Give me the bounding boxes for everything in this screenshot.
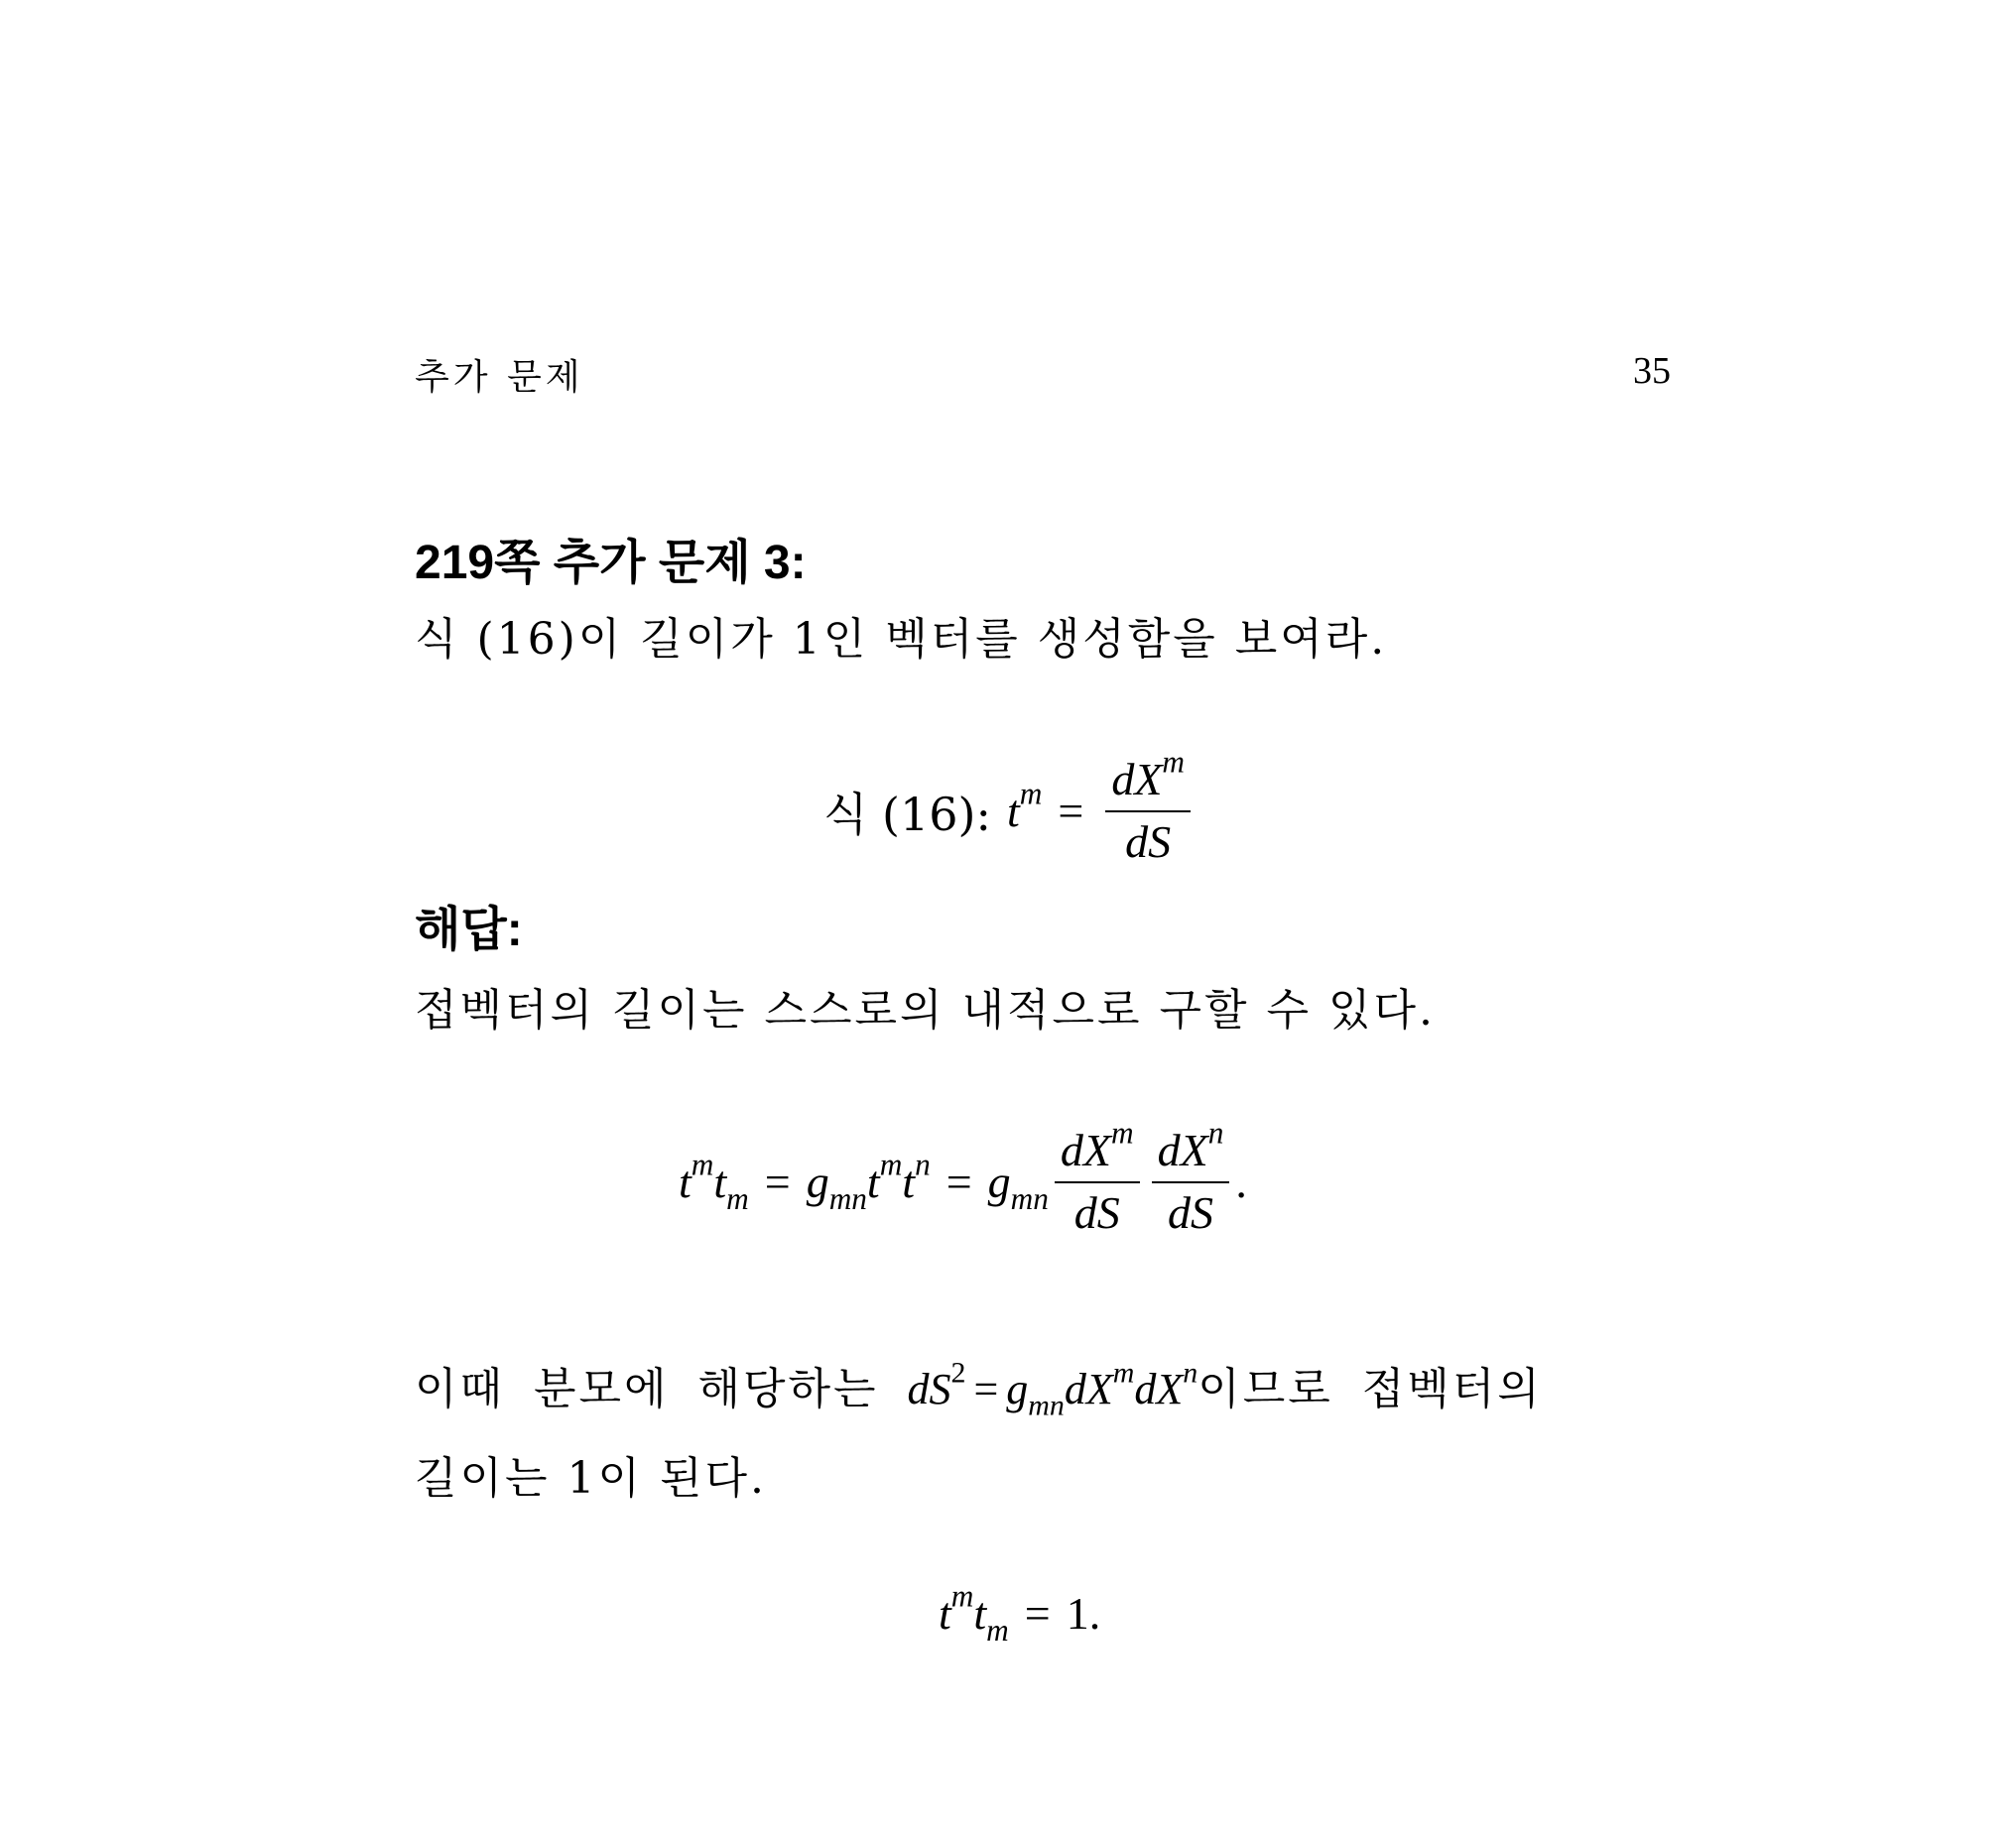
equals-sign: =: [1058, 786, 1084, 837]
problem-statement: 식 (16)이 길이가 1인 벡터를 생성함을 보여라.: [415, 614, 1388, 665]
solution-line-3: 길이는 1이 된다.: [415, 1453, 767, 1504]
page-number: 35: [1633, 350, 1671, 392]
running-header-title: 추가 문제: [415, 357, 584, 398]
equation-16: [823, 744, 1197, 869]
equation-16-label: 식 (16):: [823, 787, 991, 841]
inner-product-equation: $t^mt_m$ = $g_{mn}t^mt^n$ = $g_{mn}$ $\frac{dX^m}{dS}$ $\frac{dX^n}{dS}$ .: [679, 1115, 1247, 1238]
solution-line-1: 접벡터의 길이는 스스로의 내적으로 구할 수 있다.: [415, 985, 1436, 1036]
inline-metric-equation: $dS^2 = g_{mn}dX^mdX^n$: [907, 1356, 1198, 1422]
solution-heading: 해답:: [415, 904, 523, 956]
equation-16-lhs: $t^m$: [1006, 776, 1043, 837]
problem-heading: 219쪽 추가 문제 3:: [415, 537, 807, 589]
fraction-dxm-ds: $\frac{dX^m}{dS}$: [1055, 1125, 1140, 1240]
solution-line-2: 이때 분모에 해당하는 $dS^2 = g_{mn}dX^mdX^n$이므로 접벡터의: [415, 1356, 1543, 1422]
fraction-dxn-ds: $\frac{dX^n}{dS}$: [1152, 1125, 1230, 1240]
derivative-fraction: $\frac{dX^m}{dS}$: [1105, 754, 1191, 869]
result-equation: $t^mt_m$ = 1 .: [939, 1578, 1101, 1648]
